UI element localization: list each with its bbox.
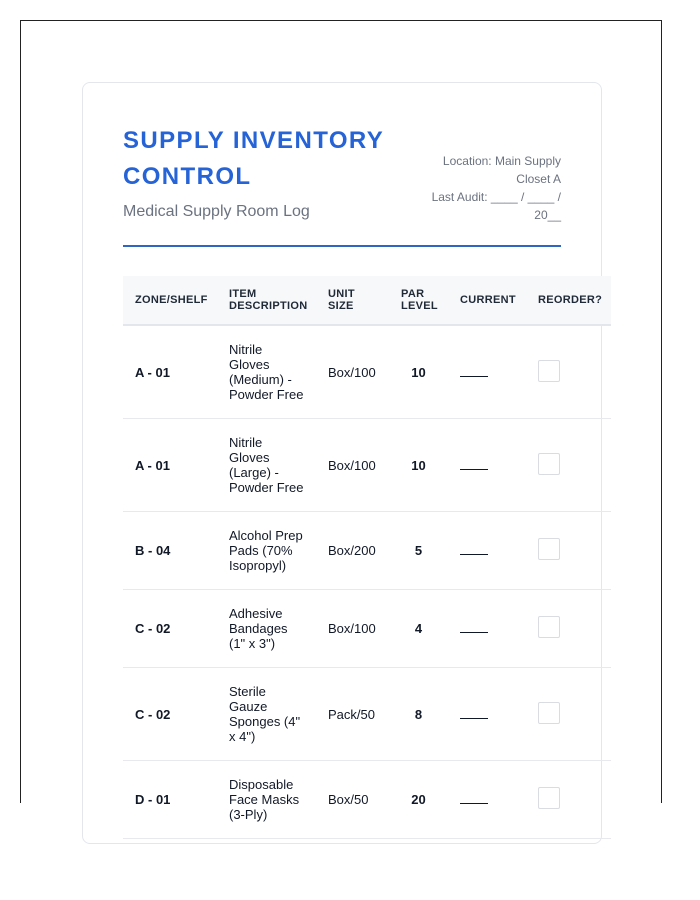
current-count-field[interactable] (460, 718, 488, 719)
current-count-field[interactable] (460, 469, 488, 470)
page-frame (20, 20, 662, 822)
unit-cell: Box/200 (316, 512, 389, 590)
table-row (123, 590, 611, 668)
current-cell (448, 590, 526, 668)
column-header-par: PAR LEVEL (389, 276, 448, 325)
reorder-cell (526, 325, 611, 419)
par-cell: 4 (389, 590, 448, 668)
column-header-current: CURRENT (448, 276, 526, 325)
unit-cell: Box/100 (316, 590, 389, 668)
header-meta (411, 152, 561, 224)
zone-cell: A - 01 (123, 325, 217, 419)
page-title: SUPPLY INVENTORY CONTROL (123, 127, 384, 190)
reorder-checkbox[interactable] (538, 360, 560, 382)
item-cell: Disposable Face Masks (3-Ply) (217, 761, 316, 839)
table-row (123, 761, 611, 839)
zone-cell: A - 01 (123, 419, 217, 512)
current-count-field[interactable] (460, 554, 488, 555)
current-cell (448, 761, 526, 839)
reorder-checkbox[interactable] (538, 616, 560, 638)
unit-cell: Box/50 (316, 761, 389, 839)
par-cell: 10 (389, 325, 448, 419)
item-cell: Adhesive Bandages (1" x 3") (217, 590, 316, 668)
location-text: Location: Main Supply Closet A (442, 154, 561, 186)
zone-cell: C - 02 (123, 590, 217, 668)
item-cell: Sterile Gauze Sponges (4" x 4") (217, 668, 316, 761)
par-cell: 20 (389, 761, 448, 839)
inventory-card (82, 82, 602, 844)
current-cell (448, 668, 526, 761)
unit-cell: Box/100 (316, 419, 389, 512)
zone-cell: D - 01 (123, 761, 217, 839)
column-header-zone: ZONE/SHELF (123, 276, 217, 325)
reorder-checkbox[interactable] (538, 702, 560, 724)
table-row (123, 325, 611, 419)
reorder-cell (526, 590, 611, 668)
unit-cell: Box/100 (316, 325, 389, 419)
table-row (123, 512, 611, 590)
last-audit-text: Last Audit: ____ / ____ / 20__ (431, 190, 561, 222)
inventory-table (123, 276, 611, 839)
current-cell (448, 419, 526, 512)
par-cell: 8 (389, 668, 448, 761)
reorder-checkbox[interactable] (538, 787, 560, 809)
reorder-cell (526, 512, 611, 590)
current-cell (448, 512, 526, 590)
reorder-cell (526, 668, 611, 761)
reorder-cell (526, 761, 611, 839)
zone-cell: B - 04 (123, 512, 217, 590)
par-cell: 5 (389, 512, 448, 590)
reorder-cell (526, 419, 611, 512)
unit-cell: Pack/50 (316, 668, 389, 761)
par-cell: 10 (389, 419, 448, 512)
item-cell: Nitrile Gloves (Large) - Powder Free (217, 419, 316, 512)
current-count-field[interactable] (460, 803, 488, 804)
column-header-unit: UNIT SIZE (316, 276, 389, 325)
current-count-field[interactable] (460, 632, 488, 633)
item-cell: Nitrile Gloves (Medium) - Powder Free (217, 325, 316, 419)
zone-cell: C - 02 (123, 668, 217, 761)
column-header-reorder: REORDER? (526, 276, 611, 325)
item-cell: Alcohol Prep Pads (70% Isopropyl) (217, 512, 316, 590)
document-header (123, 123, 561, 247)
table-row (123, 419, 611, 512)
current-count-field[interactable] (460, 376, 488, 377)
reorder-checkbox[interactable] (538, 538, 560, 560)
column-header-item: ITEM DESCRIPTION (217, 276, 316, 325)
page-subtitle: Medical Supply Room Log (123, 203, 310, 220)
table-row (123, 668, 611, 761)
table-header-row (123, 276, 611, 325)
reorder-checkbox[interactable] (538, 453, 560, 475)
current-cell (448, 325, 526, 419)
